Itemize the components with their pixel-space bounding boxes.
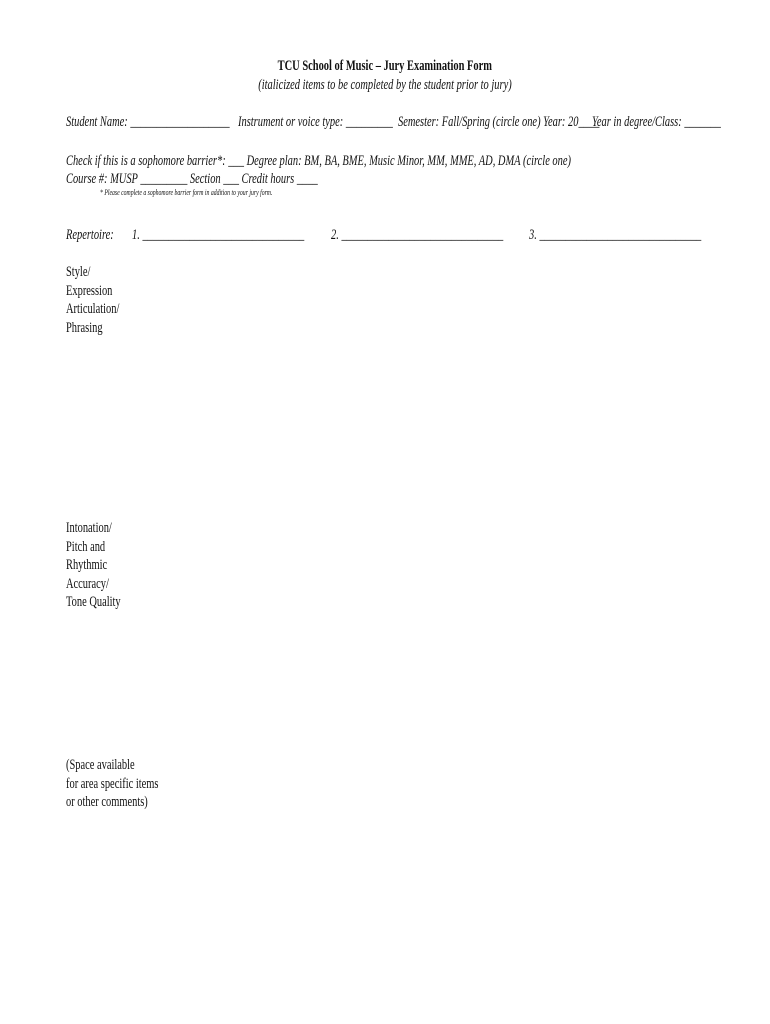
section-label-line: Articulation/ <box>66 301 120 318</box>
semester-year-field[interactable]: Semester: Fall/Spring (circle one) Year: 20____ <box>398 114 600 130</box>
section-label-line: Rhythmic <box>66 557 108 574</box>
intonation-tone-section-label <box>66 519 142 612</box>
repertoire-item-3[interactable]: 3. _______________________________ <box>529 227 702 243</box>
style-expression-section-label <box>66 263 140 337</box>
area-specific-comments-label <box>66 756 194 812</box>
section-label-line: Pitch and <box>66 538 106 555</box>
section-label-line: or other comments) <box>66 794 148 811</box>
sophomore-barrier-footnote: * Please complete a sophomore barrier form in addition to your jury form. <box>100 188 273 197</box>
section-label-line: Accuracy/ <box>66 575 109 592</box>
sophomore-barrier-degree-plan[interactable]: Check if this is a sophomore barrier*: ___ Degree plan: BM, BA, BME, Music Minor, MM, MME, AD, DMA (circle one) <box>66 153 571 169</box>
section-label-line: Phrasing <box>66 319 103 336</box>
section-label-line: Expression <box>66 282 113 299</box>
repertoire-label: Repertoire: <box>66 227 114 243</box>
section-label-line: (Space available <box>66 757 135 773</box>
form-title: TCU School of Music – Jury Examination Form <box>277 58 493 74</box>
course-section-credit-field[interactable]: Course #: MUSP _________ Section ___ Credit hours ____ <box>66 171 318 187</box>
year-in-degree-field[interactable]: Year in degree/Class: _______ <box>592 114 721 130</box>
section-label-line: for area specific items <box>66 775 159 792</box>
student-name-field[interactable]: Student Name: ___________________ <box>66 114 230 130</box>
form-subtitle: (italicized items to be completed by the student prior to jury) <box>258 77 512 93</box>
section-label-line: Tone Quality <box>66 594 121 611</box>
repertoire-item-1[interactable]: 1. _______________________________ <box>132 227 305 243</box>
instrument-field[interactable]: Instrument or voice type: _________ <box>238 114 393 130</box>
section-label-line: Style/ <box>66 264 91 280</box>
section-label-line: Intonation/ <box>66 520 112 536</box>
repertoire-item-2[interactable]: 2. _______________________________ <box>331 227 504 243</box>
